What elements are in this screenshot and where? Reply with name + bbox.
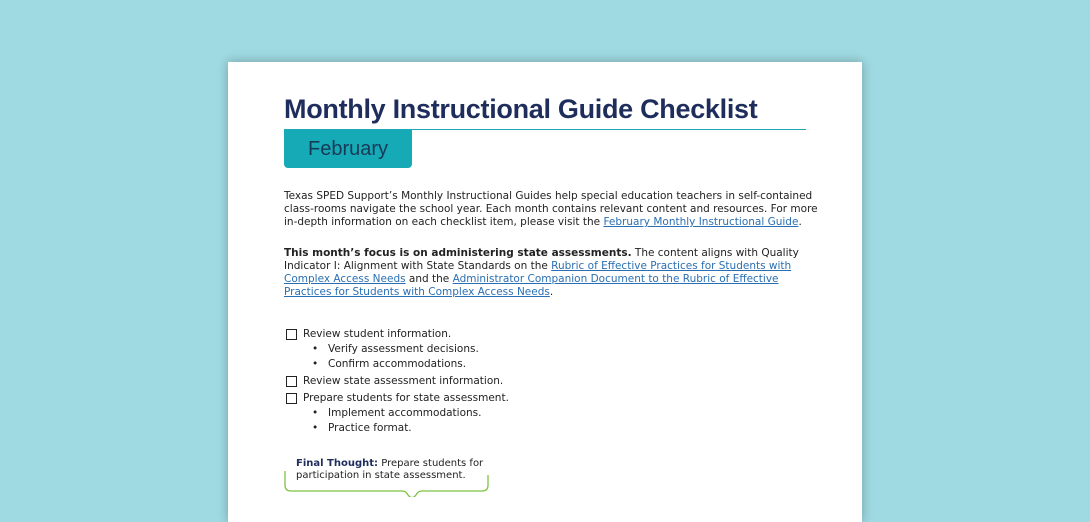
february-guide-link[interactable]: February Monthly Instructional Guide bbox=[603, 216, 799, 228]
checklist-subitem-label: Confirm accommodations. bbox=[328, 358, 467, 370]
administrator-companion-link[interactable]: Administrator Companion Document to the Rubric of Effective Practices for Students with Complex Access Needs bbox=[284, 273, 779, 298]
checkbox[interactable] bbox=[286, 393, 297, 404]
checklist-item-label: Prepare students for state assessment. bbox=[303, 392, 509, 404]
focus-period: . bbox=[549, 286, 554, 298]
checklist-item-label: Review state assessment information. bbox=[303, 375, 504, 387]
final-thought-callout bbox=[284, 457, 488, 493]
checklist-subitem bbox=[286, 357, 806, 372]
final-thought-body: Prepare students for participation in state assessment. bbox=[296, 458, 484, 481]
focus-and-text: and the bbox=[405, 273, 453, 285]
checklist-item-label: Review student information. bbox=[303, 328, 452, 340]
checklist-subitem bbox=[286, 342, 806, 357]
checklist-item[interactable] bbox=[286, 391, 806, 406]
bullet: • bbox=[312, 343, 319, 355]
rubric-link[interactable]: Rubric of Effective Practices for Students with Complex Access Needs bbox=[284, 260, 792, 285]
intro-paragraph bbox=[284, 190, 818, 229]
focus-text: The content aligns with Quality Indicator I: Alignment with State Standards on the bbox=[284, 247, 799, 272]
bullet: • bbox=[312, 422, 319, 434]
intro-period: . bbox=[798, 216, 802, 228]
checklist-subitem bbox=[286, 406, 806, 421]
checklist-item[interactable] bbox=[286, 327, 806, 342]
checkbox[interactable] bbox=[286, 376, 297, 387]
focus-heading: This month’s focus is on administering state assessments. bbox=[284, 247, 632, 259]
focus-paragraph bbox=[284, 247, 818, 299]
bullet: • bbox=[312, 407, 319, 419]
bullet: • bbox=[312, 358, 319, 370]
checklist-subitem-label: Implement accommodations. bbox=[328, 407, 482, 419]
page-title: Monthly Instructional Guide Checklist bbox=[284, 94, 758, 124]
checklist-item[interactable] bbox=[286, 374, 806, 389]
intro-text: Texas SPED Support’s Monthly Instructional Guides help special education teachers in self-contained class-rooms navigate the school year. Each month contains relevant content and resources. For more in-depth information on each checklist item, please visit the bbox=[284, 190, 818, 228]
final-thought-text bbox=[296, 458, 496, 482]
checklist-subitem-label: Verify assessment decisions. bbox=[328, 343, 479, 355]
final-thought-label: Final Thought: bbox=[296, 458, 379, 469]
checklist-subitem bbox=[286, 421, 806, 436]
checklist bbox=[286, 325, 806, 436]
checkbox[interactable] bbox=[286, 329, 297, 340]
checklist-subitem-label: Practice format. bbox=[328, 422, 412, 434]
document-page bbox=[228, 62, 862, 522]
month-badge: February bbox=[284, 130, 412, 168]
